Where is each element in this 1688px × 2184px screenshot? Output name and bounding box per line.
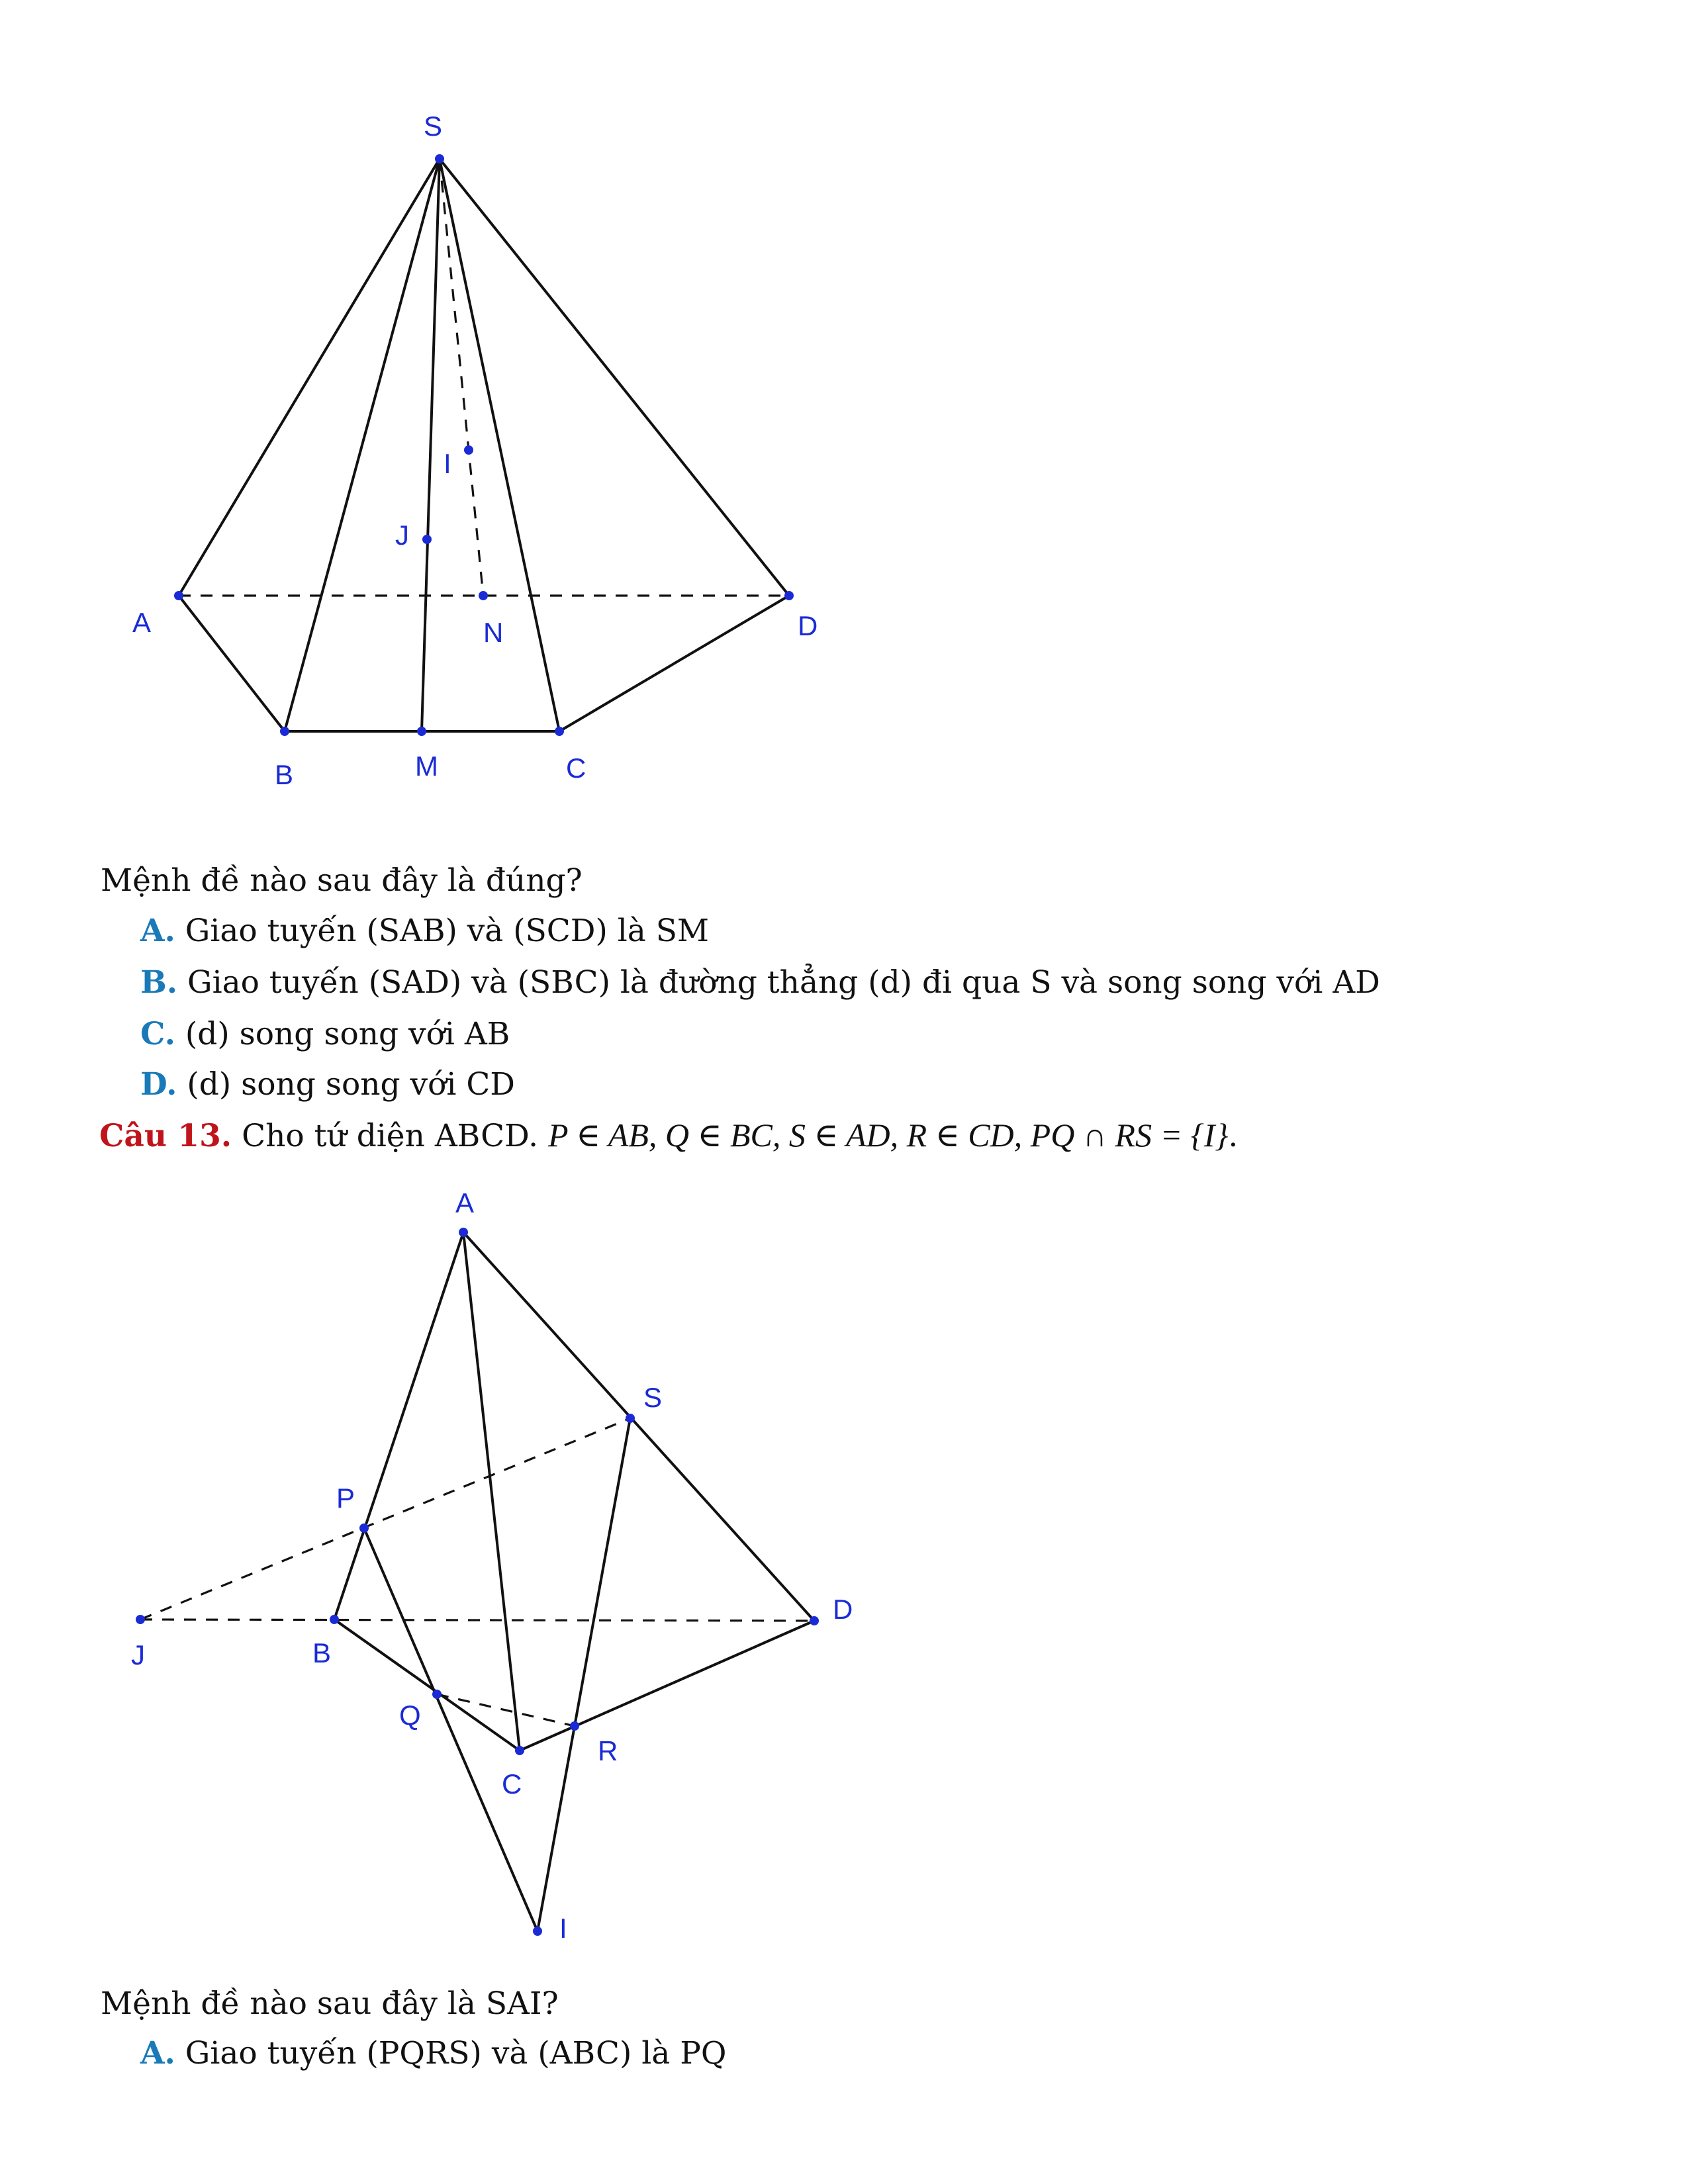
q12-option-c[interactable] [140,1015,510,1054]
edge-CD [520,1621,814,1751]
solid-edges [334,1232,814,1931]
point-M [417,727,426,736]
point-P [359,1524,369,1533]
point-I [464,445,473,455]
label-B: B [312,1637,332,1668]
point-B [280,727,289,736]
q12-option-a-label: A. [140,913,175,949]
label-S: S [643,1382,663,1413]
label-N: N [483,617,504,648]
point-D [810,1616,819,1625]
label-I: I [559,1913,567,1944]
points [136,1228,819,1936]
edge-AB [334,1232,463,1619]
point-D [784,591,794,600]
q12-option-b-text: Giao tuyến (SAD) và (SBC) là đường thẳng (d) đi qua S và song song với AD [187,964,1380,1001]
q12-option-a-text: Giao tuyến (SAB) và (SCD) là SM [185,913,710,949]
label-I: I [444,448,451,479]
line-QR-hidden [437,1694,575,1726]
point-B [330,1615,339,1624]
point-C [515,1746,524,1755]
q12-option-d-text: (d) song song với CD [187,1066,515,1103]
label-M: M [415,751,438,782]
pyramid-figure [0,0,861,807]
point-C [555,727,564,736]
q12-option-b-label: B. [140,964,178,1001]
point-N [479,591,488,600]
q12-option-b[interactable] [140,963,1380,1003]
q12-option-a[interactable] [140,911,709,951]
label-C: C [566,752,586,784]
point-A [459,1228,468,1237]
point-labels [132,111,818,790]
hidden-edges [179,159,789,596]
point-S [435,154,444,163]
point-Q [432,1690,442,1699]
q13-header [99,1115,1238,1156]
q13-period: . [1228,1118,1239,1154]
label-S: S [424,111,443,142]
q12-option-c-label: C. [140,1016,175,1052]
hidden-edges [140,1418,814,1726]
q13-intro: Cho tứ diện ABCD. [242,1118,539,1154]
line-JS-hidden [140,1418,630,1619]
point-S [626,1414,635,1423]
label-D: D [833,1594,853,1625]
line-JD-hidden [140,1619,814,1621]
q12-prompt: Mệnh đề nào sau đây là đúng? [101,862,583,899]
q13-option-a-label: A. [140,2035,175,2071]
q13-number: Câu 13. [99,1118,232,1154]
line-PQI [364,1528,538,1931]
label-Q: Q [399,1700,421,1731]
q13-prompt: Mệnh đề nào sau đây là SAI? [101,1985,559,2022]
line-SRI [538,1418,630,1931]
edge-CD [559,596,789,731]
edge-SM [422,159,440,731]
label-J: J [395,520,409,551]
point-J [422,535,432,544]
q13-formula: P ∈ AB, Q ∈ BC, S ∈ AD, R ∈ CD, PQ ∩ RS = {I} [548,1116,1229,1154]
label-A: A [455,1187,475,1218]
edge-BC [334,1619,520,1751]
edge-SD [440,159,789,596]
point-labels [131,1187,853,1944]
label-C: C [502,1768,522,1799]
q13-option-a[interactable] [140,2034,726,2073]
label-A: A [132,607,152,638]
q13-option-a-text: Giao tuyến (PQRS) và (ABC) là PQ [185,2035,727,2071]
edge-AB [179,596,285,731]
point-R [570,1721,579,1731]
point-J [136,1615,145,1624]
label-J: J [131,1639,145,1670]
tetrahedron-figure [0,1178,927,1959]
label-B: B [275,759,294,790]
point-I [533,1927,542,1936]
edge-AC [463,1232,520,1751]
edge-SB [285,159,440,731]
q12-option-d[interactable] [140,1065,515,1105]
q12-option-d-label: D. [140,1066,177,1103]
edge-AD [463,1232,814,1621]
edge-SN-hidden [440,159,483,596]
point-A [174,591,183,600]
label-D: D [798,610,818,641]
label-P: P [336,1482,355,1514]
q12-option-c-text: (d) song song với AB [185,1016,510,1052]
label-R: R [598,1735,618,1766]
